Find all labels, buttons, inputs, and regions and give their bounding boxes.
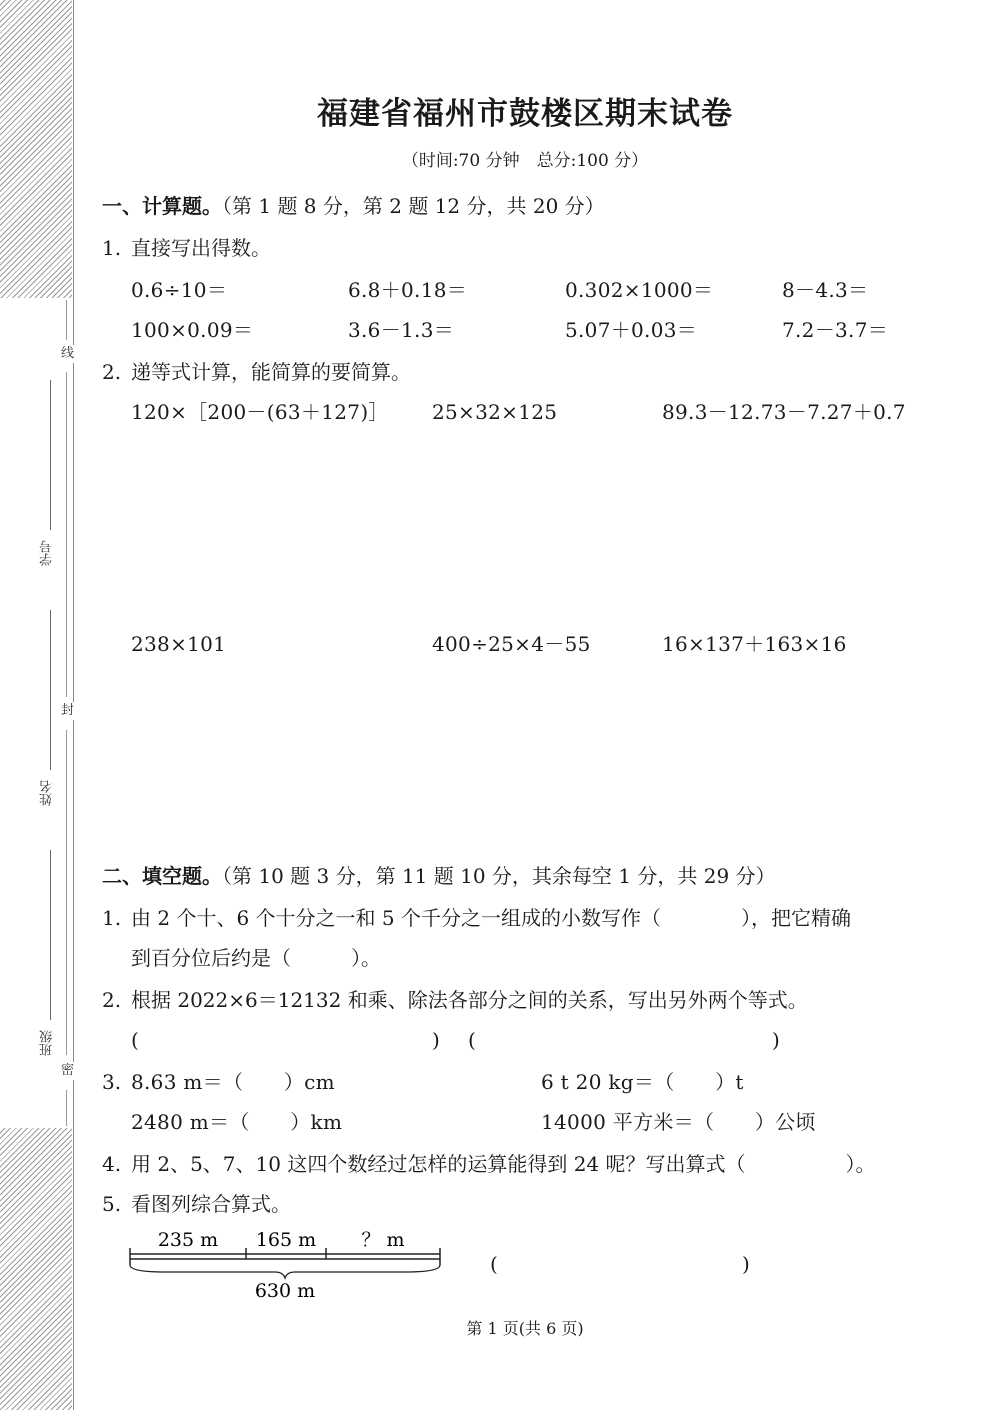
section1-title: 一、计算题。 bbox=[102, 194, 222, 218]
page-title: 福建省福州市鼓楼区期末试卷 bbox=[317, 96, 733, 132]
s2-q5-answer-close: ) bbox=[742, 1252, 751, 1276]
diagram-total-brace bbox=[130, 1265, 440, 1278]
s2-q1-line2: 到百分位后约是（ ）。 bbox=[131, 946, 381, 970]
binding-line-segment bbox=[66, 730, 67, 1055]
s2-q3-item: 8.63 m＝（ ）cm bbox=[131, 1070, 335, 1094]
section1-heading bbox=[102, 192, 605, 220]
s2-q2-blank1-open: ( bbox=[131, 1028, 140, 1052]
s1-q2-item: 16×137＋163×16 bbox=[662, 632, 847, 656]
binding-line-segment bbox=[66, 372, 67, 697]
s1-q2-item: 238×101 bbox=[131, 632, 227, 656]
s1-q2-number: 2. bbox=[102, 360, 122, 384]
binding-word-xian: 线 bbox=[61, 346, 75, 361]
segment-label-unknown: ？ m bbox=[361, 1229, 405, 1251]
s2-q5-prompt: 看图列综合算式。 bbox=[131, 1192, 291, 1216]
s2-q3-item: 2480 m＝（ ）km bbox=[131, 1110, 343, 1134]
s2-q1-line1: 由 2 个十、6 个十分之一和 5 个千分之一组成的小数写作（ ），把它精确 bbox=[131, 906, 851, 930]
s2-q2-blank2-close: ) bbox=[772, 1028, 781, 1052]
section2-score-note: （第 10 题 3 分，第 11 题 10 分，其余每空 1 分，共 29 分） bbox=[222, 864, 776, 888]
s1-q1-number: 1. bbox=[102, 236, 122, 260]
s2-q5-number: 5. bbox=[102, 1192, 122, 1216]
page-number: 第 1 页(共 6 页) bbox=[466, 1319, 584, 1338]
exam-time-score: （时间:70 分钟 总分:100 分） bbox=[401, 151, 649, 171]
s1-q2-item: 25×32×125 bbox=[432, 400, 558, 424]
s2-q2-blank2-open: ( bbox=[468, 1028, 477, 1052]
class-write-line bbox=[50, 850, 51, 1020]
s2-q4-prompt: 用 2、5、7、10 这四个数经过怎样的运算能得到 24 呢？写出算式（ ）。 bbox=[131, 1152, 876, 1176]
s1-q2-item: 120×［200－(63＋127)］ bbox=[131, 400, 389, 424]
segment-label-235: 235 m bbox=[157, 1229, 219, 1251]
s1-q1-item: 100×0.09＝ bbox=[131, 318, 254, 342]
s1-q1-item: 5.07＋0.03＝ bbox=[565, 318, 698, 342]
s2-q1-number: 1. bbox=[102, 906, 122, 930]
name-label: 姓名 bbox=[40, 780, 55, 806]
name-write-line bbox=[50, 610, 51, 770]
s2-q2-blank1-close: ) bbox=[432, 1028, 441, 1052]
section1-score-note: （第 1 题 8 分，第 2 题 12 分，共 20 分） bbox=[222, 194, 605, 218]
total-label-630: 630 m bbox=[254, 1280, 316, 1302]
s2-q3-number: 3. bbox=[102, 1070, 122, 1094]
student-id-write-line bbox=[50, 380, 51, 530]
segment-diagram bbox=[125, 1226, 445, 1306]
s1-q1-item: 8－4.3＝ bbox=[782, 278, 869, 302]
section2-heading bbox=[102, 862, 776, 890]
s2-q4-number: 4. bbox=[102, 1152, 122, 1176]
s1-q2-item: 89.3－12.73－7.27＋0.7 bbox=[662, 400, 906, 424]
s1-q1-item: 7.2－3.7＝ bbox=[782, 318, 889, 342]
binding-word-feng: 封 bbox=[61, 703, 75, 718]
s1-q1-prompt: 直接写出得数。 bbox=[131, 236, 271, 260]
binding-word-mi: 密 bbox=[61, 1063, 75, 1078]
s1-q2-prompt: 递等式计算，能简算的要简算。 bbox=[131, 360, 411, 384]
s2-q3-item: 6 t 20 kg＝（ ）t bbox=[541, 1070, 744, 1094]
segment-label-165: 165 m bbox=[255, 1229, 317, 1251]
binding-margin bbox=[0, 0, 75, 1410]
hatch-pattern-bottom bbox=[0, 1128, 72, 1410]
section2-title: 二、填空题。 bbox=[102, 864, 222, 888]
s1-q1-item: 0.6÷10＝ bbox=[131, 278, 228, 302]
student-id-label: 学号 bbox=[40, 540, 55, 566]
s1-q1-item: 6.8＋0.18＝ bbox=[348, 278, 468, 302]
s2-q2-prompt: 根据 2022×6＝12132 和乘、除法各部分之间的关系，写出另外两个等式。 bbox=[131, 988, 808, 1012]
s1-q2-item: 400÷25×4－55 bbox=[432, 632, 591, 656]
s1-q1-item: 3.6－1.3＝ bbox=[348, 318, 455, 342]
binding-line-segment bbox=[66, 1090, 67, 1126]
s2-q5-answer-open: ( bbox=[490, 1252, 499, 1276]
binding-line-segment bbox=[66, 300, 67, 340]
class-label: 班级 bbox=[40, 1030, 55, 1056]
s2-q2-number: 2. bbox=[102, 988, 122, 1012]
s2-q3-item: 14000 平方米＝（ ）公顷 bbox=[541, 1110, 816, 1134]
s1-q1-item: 0.302×1000＝ bbox=[565, 278, 714, 302]
